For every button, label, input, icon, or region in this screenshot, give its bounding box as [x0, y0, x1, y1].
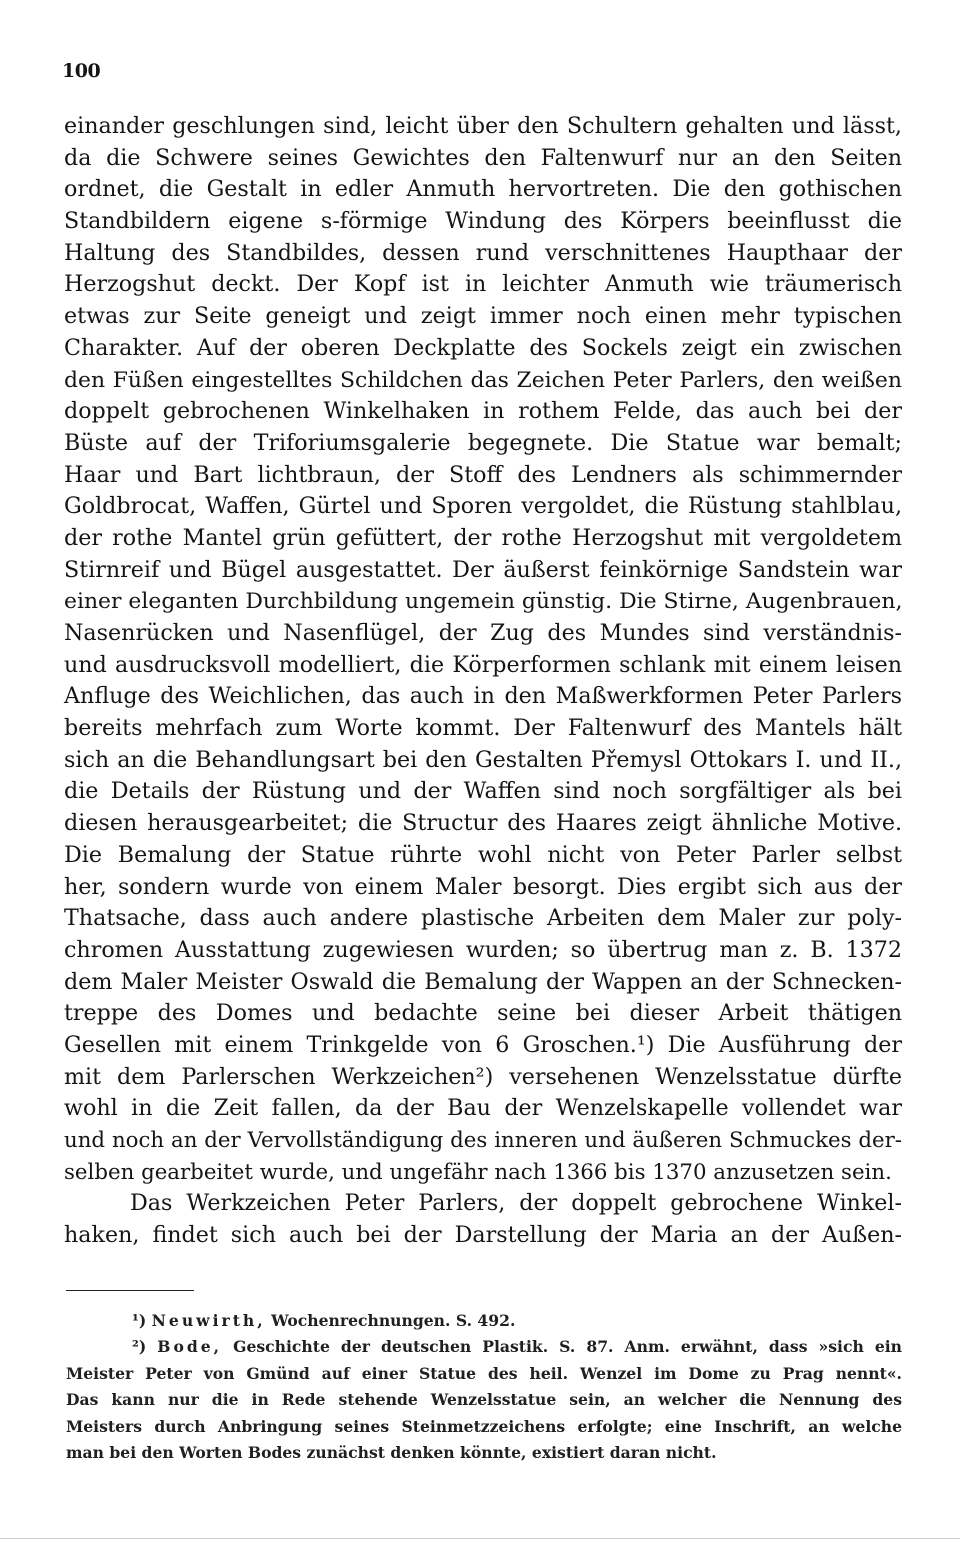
text-line: Haar und Bart lichtbraun, der Stoff des Lendners als schimmernder — [64, 461, 902, 488]
text-line: da die Schwere seines Gewichtes den Faltenwurf nur an den Seiten — [64, 144, 902, 171]
footnote-author: Bode, — [157, 1337, 223, 1357]
footnote-line: Das kann nur die in Rede stehende Wenzelsstatue sein, an welcher die Nennung des — [66, 1390, 902, 1410]
text-line: her, sondern wurde von einem Maler besorgt. Dies ergibt sich aus der — [64, 873, 902, 900]
text-line: Büste auf der Triforiumsgalerie begegnete. Die Statue war bemalt; — [64, 429, 902, 456]
text-line: Die Bemalung der Statue rührte wohl nicht von Peter Parler selbst — [64, 841, 902, 868]
text-line: Anfluge des Weichlichen, das auch in den Maßwerkformen Peter Parlers — [64, 683, 902, 710]
text-line: Thatsache, dass auch andere plastische Arbeiten dem Maler zur poly- — [64, 905, 902, 932]
text-line: Stirnreif und Bügel ausgestattet. Der äußerst feinkörnige Sandstein war — [64, 556, 902, 583]
text-line: doppelt gebrochenen Winkelhaken in rothem Felde, das auch bei der — [64, 398, 902, 425]
text-line: Nasenrücken und Nasenflügel, der Zug des Mundes sind verständnis- — [64, 620, 902, 646]
text-line: Charakter. Auf der oberen Deckplatte des Sockels zeigt ein zwischen — [64, 334, 902, 361]
text-line: den Füßen eingestelltes Schildchen das Zeichen Peter Parlers, den weißen — [64, 367, 902, 393]
text-line: selben gearbeitet wurde, und ungefähr nach 1366 bis 1370 anzusetzen sein. — [64, 1159, 892, 1185]
text-line: haken, findet sich auch bei der Darstellung der Maria an der Außen- — [64, 1222, 902, 1249]
page-number: 100 — [62, 60, 101, 82]
footnote-2 — [66, 1334, 902, 1360]
text-line: diesen herausgearbeitet; die Structur des Haares zeigt ähnliche Motive. — [64, 810, 902, 837]
footnote-line: man bei den Worten Bodes zunächst denken könnte, existiert daran nicht. — [66, 1442, 717, 1462]
text-line: Herzogshut deckt. Der Kopf ist in leichter Anmuth wie träumerisch — [64, 271, 902, 298]
text-line: der rothe Mantel grün gefüttert, der rothe Herzogshut mit vergoldetem — [64, 524, 902, 551]
text-line: chromen Ausstattung zugewiesen wurden; so übertrug man z. B. 1372 — [64, 936, 902, 963]
body-text — [64, 111, 902, 1252]
footnote-marker: ¹) — [132, 1311, 147, 1330]
text-line: Gesellen mit einem Trinkgelde von 6 Groschen.¹) Die Ausführung der — [64, 1031, 902, 1058]
footnote-line: Meisters durch Anbringung seines Steinmetzzeichens erfolgte; eine Inschrift, an welche — [66, 1416, 902, 1436]
text-line: Das Werkzeichen Peter Parlers, der doppelt gebrochene Winkel- — [130, 1190, 902, 1217]
text-line: und ausdrucksvoll modelliert, die Körperformen schlank mit einem leisen — [64, 651, 902, 678]
text-line: Haltung des Standbildes, dessen rund verschnittenes Haupthaar der — [64, 239, 902, 266]
footnote-author: Neuwirth, — [151, 1311, 266, 1330]
text-line: ordnet, die Gestalt in edler Anmuth hervortreten. Die den gothischen — [64, 176, 902, 203]
text-line: einer eleganten Durchbildung ungemein günstig. Die Stirne, Augenbrauen, — [64, 589, 903, 615]
text-line: etwas zur Seite geneigt und zeigt immer noch einen mehr typischen — [64, 303, 902, 330]
footnote-divider — [66, 1290, 194, 1291]
text-line: treppe des Domes und bedachte seine bei dieser Arbeit thätigen — [64, 1000, 902, 1027]
footnote-text: Wochenrechnungen. S. 492. — [271, 1311, 516, 1330]
text-line: bereits mehrfach zum Worte kommt. Der Faltenwurf des Mantels hält — [64, 715, 902, 742]
footnotes — [66, 1308, 902, 1466]
footnote-marker: ²) — [132, 1337, 147, 1357]
footnote-line: Meister Peter von Gmünd auf einer Statue des heil. Wenzel im Dome zu Prag nennt«. — [66, 1363, 902, 1383]
text-line: Standbildern eigene s-förmige Windung des Körpers beeinflusst die — [64, 208, 902, 235]
text-line: einander geschlungen sind, leicht über den Schultern gehalten und lässt, — [64, 113, 902, 139]
text-line: wohl in die Zeit fallen, da der Bau der Wenzelskapelle vollendet war — [64, 1095, 902, 1122]
text-line: mit dem Parlerschen Werkzeichen²) versehenen Wenzelsstatue dürfte — [64, 1063, 902, 1090]
text-line: sich an die Behandlungsart bei den Gestalten Přemysl Ottokars I. und II., — [64, 746, 902, 773]
footnote-1 — [66, 1308, 902, 1334]
text-line: Goldbrocat, Waffen, Gürtel und Sporen vergoldet, die Rüstung stahlblau, — [64, 493, 902, 520]
text-line: und noch an der Vervollständigung des inneren und äußeren Schmuckes der- — [64, 1128, 902, 1153]
text-line: die Details der Rüstung und der Waffen sind noch sorgfältiger als bei — [64, 778, 902, 805]
scan-edge — [0, 1538, 960, 1539]
footnote-text: Geschichte der deutschen Plastik. S. 87. Anm. erwähnt, dass »sich ein — [233, 1337, 903, 1357]
text-line: dem Maler Meister Oswald die Bemalung der Wappen an der Schnecken- — [64, 968, 902, 995]
